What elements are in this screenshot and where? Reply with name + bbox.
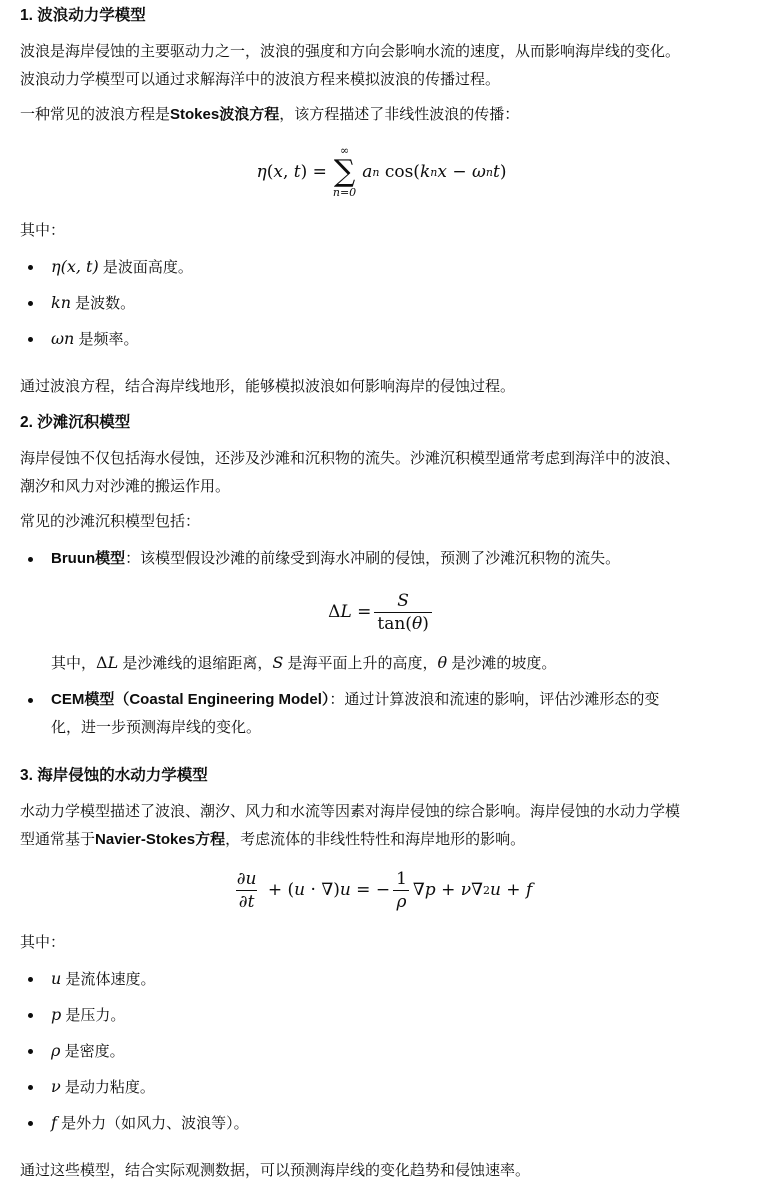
where-text: 是沙滩的坡度。 xyxy=(447,655,557,672)
math-symbol: p xyxy=(51,1005,62,1024)
para-prefix: 型通常基于 xyxy=(20,831,96,848)
stokes-equation: η ( x , t ) = ∞ ∑ n=0 a n cos( k n x − ω n t ) xyxy=(256,144,507,199)
list-item-text: 是动力粘度。 xyxy=(60,1079,155,1096)
bruun-equation: Δ L = $\frac{S}{\tan(\theta)}$ xyxy=(0,584,763,640)
math-theta: θ xyxy=(437,653,448,672)
math-s: S xyxy=(272,653,284,672)
cem-text-line-2: 化，进一步预测海岸线的变化。 xyxy=(51,719,262,736)
where-text: 是沙滩线的退缩距离， xyxy=(118,655,273,672)
bruun-bold: Bruun模型 xyxy=(51,550,126,567)
math-symbol: u xyxy=(51,969,62,988)
section-1-para-1-line-1: 波浪是海岸侵蚀的主要驱动力之一，波浪的强度和方向会影响水流的速度，从而影响海岸线的变化。 xyxy=(20,43,681,60)
para-2-prefix: 一种常见的波浪方程是 xyxy=(20,106,171,123)
section-1-heading: 1. 波浪动力学模型 xyxy=(20,7,146,24)
list-item-text: 是流体速度。 xyxy=(61,971,156,988)
math-symbol: ρ xyxy=(51,1041,61,1060)
section-3-para-1-line-2 xyxy=(20,826,727,854)
section-2-para-1-line-1: 海岸侵蚀不仅包括海水侵蚀，还涉及沙滩和沉积物的流失。沙滩沉积模型通常考虑到海洋中的波浪、 xyxy=(20,450,681,467)
section-1-para-2 xyxy=(20,101,727,129)
section-3-para-1-line-1: 水动力学模型描述了波浪、潮汐、风力和水流等因素对海岸侵蚀的综合影响。海岸侵蚀的水动力学模 xyxy=(20,803,681,820)
list-item-text: 是波面高度。 xyxy=(98,259,193,276)
section-2-para-1-line-2: 潮汐和风力对沙滩的搬运作用。 xyxy=(20,478,231,495)
cem-text: ：通过计算波浪和流速的影响，评估沙滩形态的变 xyxy=(329,691,660,708)
section-3-where: 其中： xyxy=(20,934,66,951)
bruun-text: ：该模型假设沙滩的前缘受到海水冲刷的侵蚀，预测了沙滩沉积物的流失。 xyxy=(125,550,621,567)
math-delta-l: ΔL xyxy=(96,653,119,672)
bullet xyxy=(28,557,33,562)
navier-stokes-equation: $\frac{\partial u}{\partial t}$ + ( u · ∇) u = − $\frac{1}{\rho}$ ∇ p + ν ∇ 2 u + f xyxy=(236,868,533,912)
math-symbol: η(x, t) xyxy=(51,257,99,276)
math-symbol: ωn xyxy=(51,329,75,348)
para-2-suffix: ，该方程描述了非线性波浪的传播： xyxy=(279,106,520,123)
cem-bold: CEM模型（Coastal Engineering Model） xyxy=(51,691,330,708)
bullet xyxy=(28,1049,33,1054)
para-suffix: ，考虑流体的非线性特性和海岸地形的影响。 xyxy=(225,831,526,848)
bullet xyxy=(28,977,33,982)
math-symbol: f xyxy=(51,1113,57,1132)
list-item-text: 是密度。 xyxy=(60,1043,125,1060)
list-item-text: 是外力（如风力、波浪等）。 xyxy=(56,1115,249,1132)
stokes-bold: Stokes波浪方程 xyxy=(170,106,280,123)
math-symbol: kn xyxy=(51,293,71,312)
bullet xyxy=(28,1121,33,1126)
bullet xyxy=(28,301,33,306)
section-3-heading: 3. 海岸侵蚀的水动力学模型 xyxy=(20,767,208,784)
section-3-conclusion: 通过这些模型，结合实际观测数据，可以预测海岸线的变化趋势和侵蚀速率。 xyxy=(20,1162,531,1179)
where-text: 其中， xyxy=(51,655,97,672)
where-text: 是海平面上升的高度， xyxy=(283,655,438,672)
bruun-where xyxy=(51,649,727,678)
math-symbol: ν xyxy=(51,1077,61,1096)
bullet xyxy=(28,265,33,270)
section-1-para-1-line-2: 波浪动力学模型可以通过求解海洋中的波浪方程来模拟波浪的传播过程。 xyxy=(20,71,501,88)
bullet xyxy=(28,698,33,703)
list-item-text: 是频率。 xyxy=(74,331,139,348)
bullet xyxy=(28,1085,33,1090)
section-2-heading: 2. 沙滩沉积模型 xyxy=(20,414,131,431)
section-1-where: 其中： xyxy=(20,222,66,239)
section-1-conclusion: 通过波浪方程，结合海岸线地形，能够模拟波浪如何影响海岸的侵蚀过程。 xyxy=(20,378,516,395)
list-item-text: 是压力。 xyxy=(61,1007,126,1024)
navier-stokes-bold: Navier-Stokes方程 xyxy=(95,831,226,848)
list-item-text: 是波数。 xyxy=(71,295,136,312)
bullet xyxy=(28,1013,33,1018)
section-2-para-2: 常见的沙滩沉积模型包括： xyxy=(20,513,201,530)
bullet xyxy=(28,337,33,342)
